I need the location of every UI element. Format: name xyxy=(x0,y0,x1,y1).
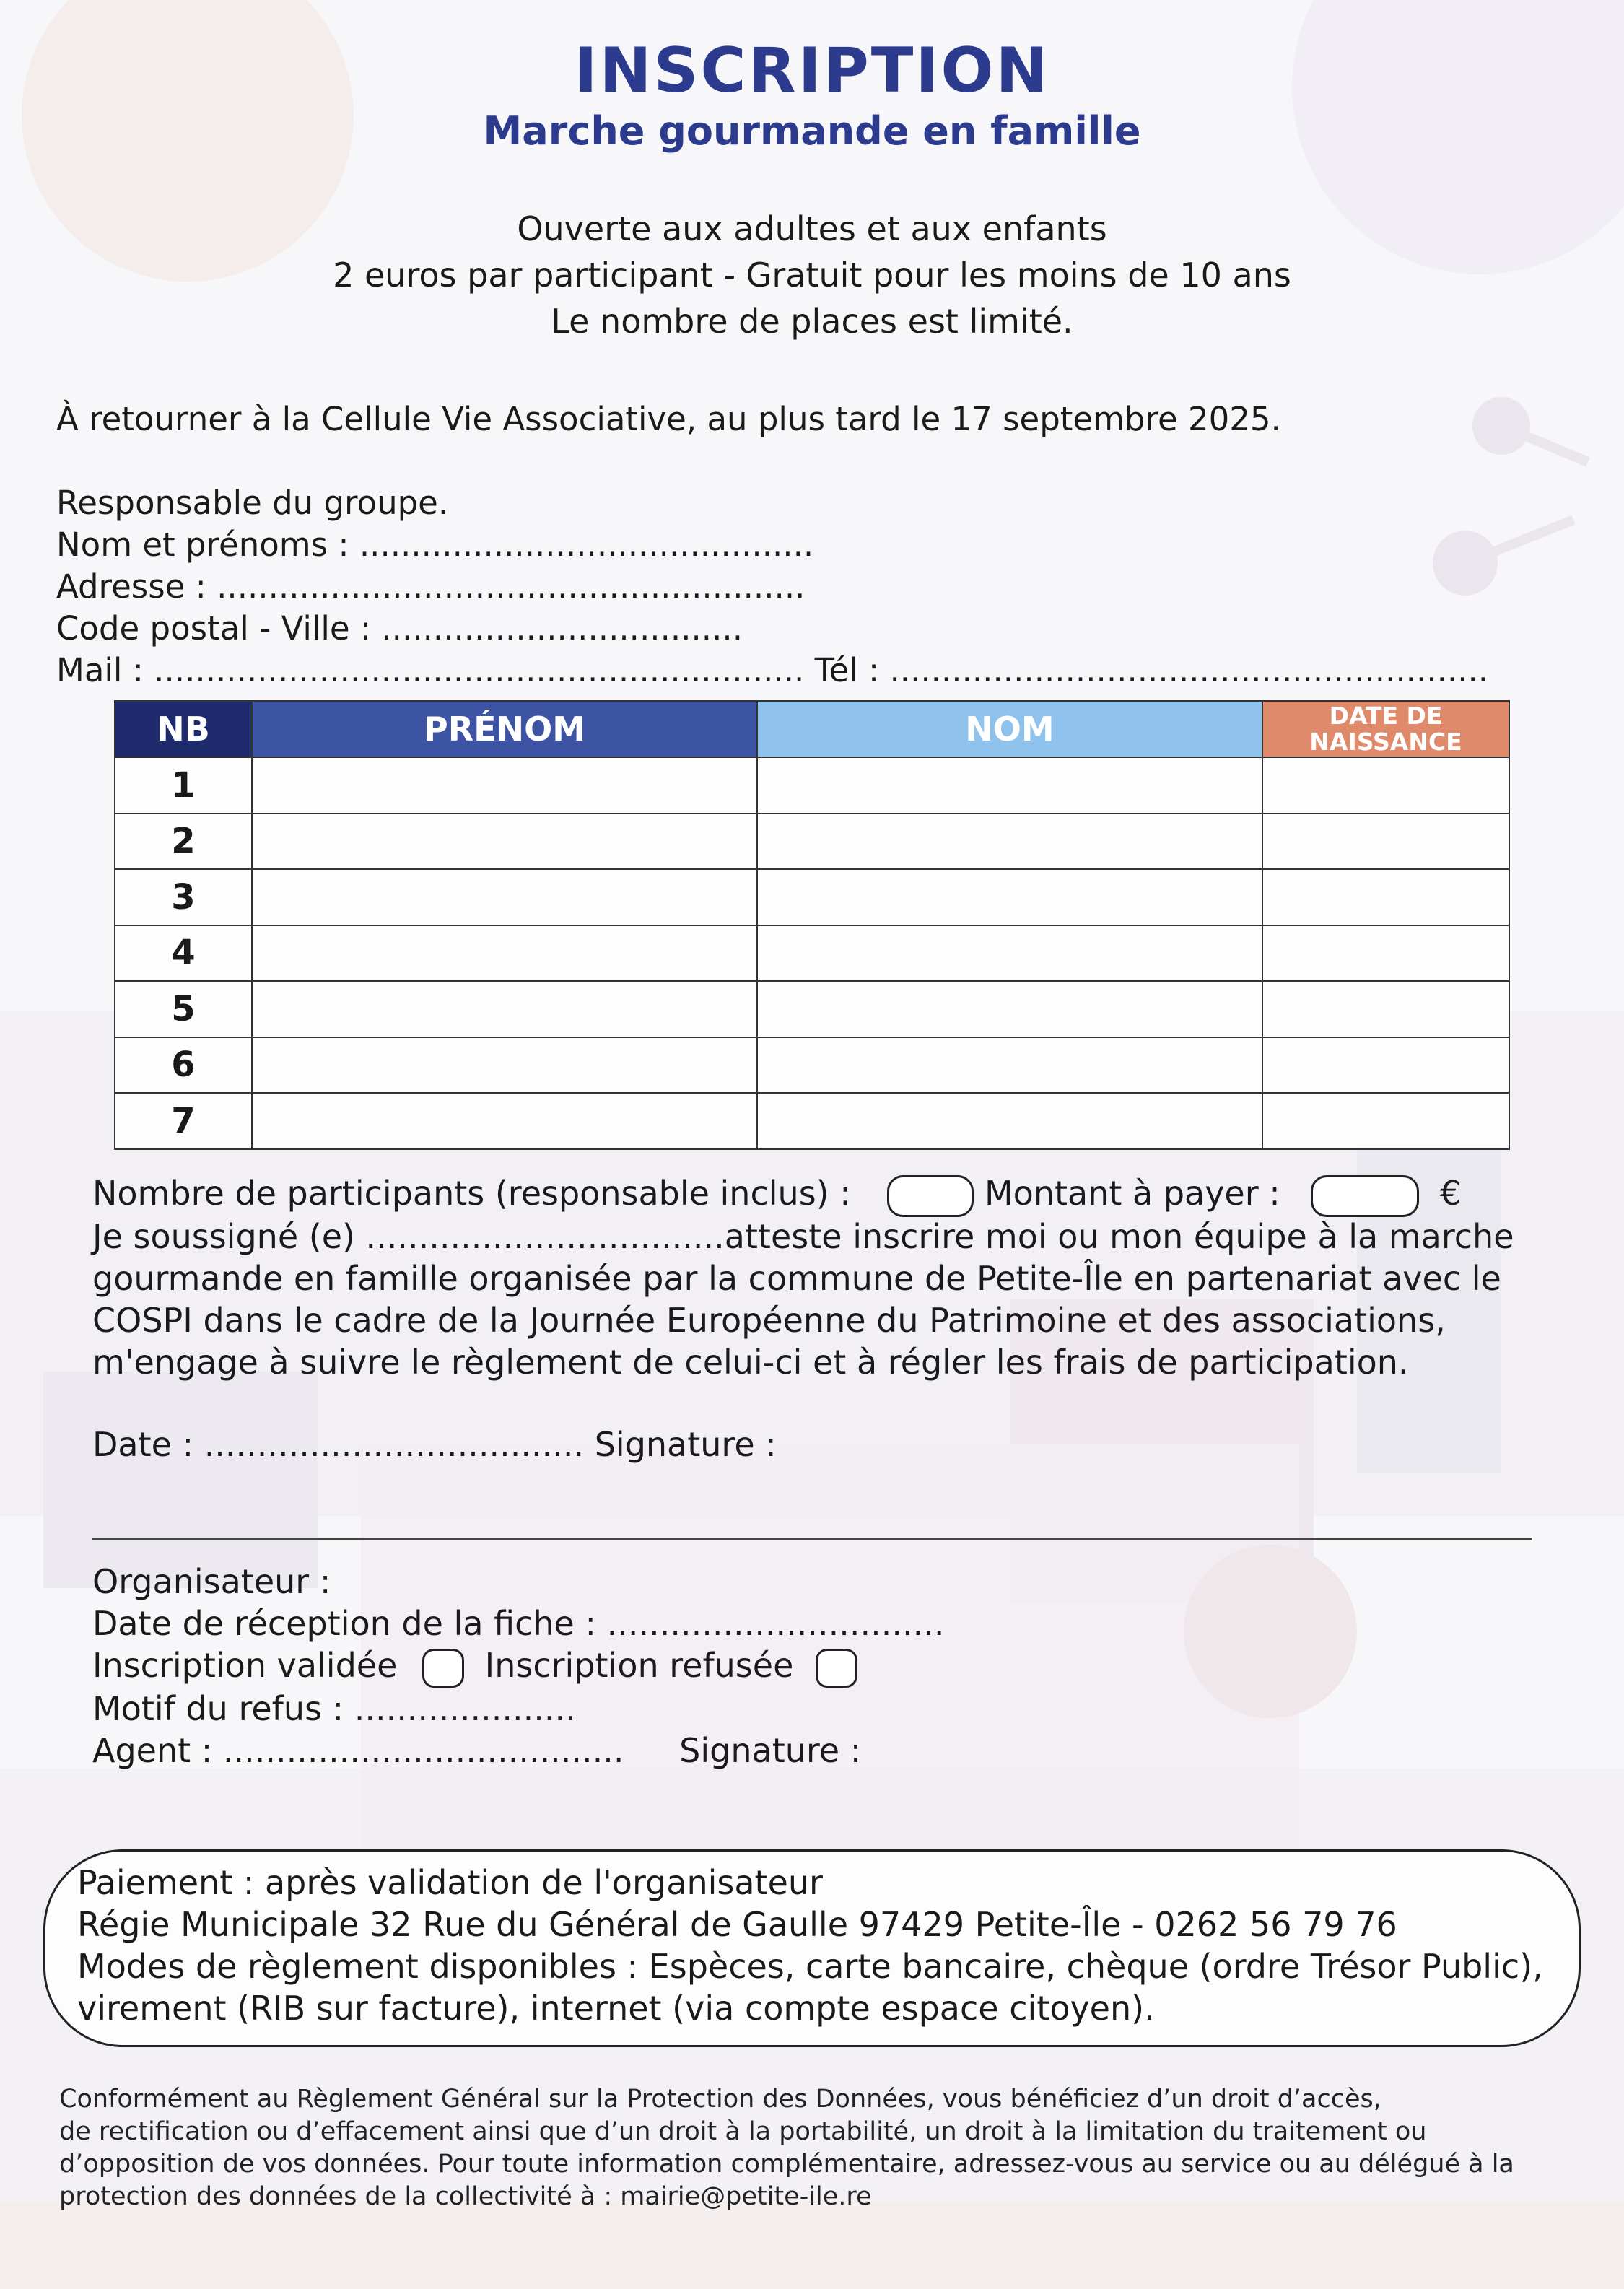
row-number: 6 xyxy=(115,1037,252,1094)
rgpd-line: protection des données de la collectivité à : mairie@petite-ile.re xyxy=(59,2182,872,2211)
table-row xyxy=(115,869,1509,925)
rgpd-line: de rectification ou d’effacement ainsi que d’un droit à la portabilité, un droit à la limitation du traitement ou xyxy=(59,2117,1427,2146)
validated-label: Inscription validée xyxy=(92,1646,398,1685)
participants-line xyxy=(92,1172,1536,1217)
prenom-cell[interactable] xyxy=(252,981,757,1037)
agent-field[interactable]: Agent : ...................................... xyxy=(92,1730,624,1770)
payment-info-box xyxy=(43,1849,1581,2047)
section-divider xyxy=(92,1538,1532,1540)
row-number: 1 xyxy=(115,757,252,814)
postal-city-field[interactable]: Code postal - Ville : ................................... xyxy=(56,609,743,648)
currency-symbol: € xyxy=(1440,1174,1462,1213)
prenom-cell[interactable] xyxy=(252,925,757,982)
validated-checkbox[interactable] xyxy=(422,1649,464,1688)
date-cell[interactable] xyxy=(1262,925,1509,982)
date-cell[interactable] xyxy=(1262,869,1509,925)
amount-label: Montant à payer : xyxy=(984,1174,1280,1213)
intro-line: Ouverte aux adultes et aux enfants xyxy=(517,209,1107,248)
nom-cell[interactable] xyxy=(757,757,1262,814)
row-number: 3 xyxy=(115,869,252,925)
date-cell[interactable] xyxy=(1262,1093,1509,1149)
nom-cell[interactable] xyxy=(757,1093,1262,1149)
table-row xyxy=(115,814,1509,870)
table-row xyxy=(115,1037,1509,1094)
reception-date-field[interactable]: Date de réception de la fiche : ................................ xyxy=(92,1604,945,1643)
refused-label: Inscription refusée xyxy=(484,1646,794,1685)
table-row xyxy=(115,981,1509,1037)
nom-cell[interactable] xyxy=(757,981,1262,1037)
return-notice: À retourner à la Cellule Vie Associative, au plus tard le 17 septembre 2025. xyxy=(56,400,1281,438)
table-header-row xyxy=(115,701,1509,757)
intro-line: 2 euros par participant - Gratuit pour les moins de 10 ans xyxy=(333,256,1291,295)
prenom-cell[interactable] xyxy=(252,1093,757,1149)
organizer-signature-label: Signature : xyxy=(679,1730,862,1770)
prenom-cell[interactable] xyxy=(252,869,757,925)
row-number: 2 xyxy=(115,814,252,870)
header-nb: NB xyxy=(115,701,252,757)
declaration-line: Je soussigné (e) ..................................atteste inscrire moi ou mon équipe à la marche xyxy=(92,1217,1514,1256)
payment-line: Régie Municipale 32 Rue du Général de Gaulle 97429 Petite-Île - 0262 56 79 76 xyxy=(77,1905,1397,1944)
header-prenom: PRÉNOM xyxy=(252,701,757,757)
participants-count-box[interactable] xyxy=(887,1175,974,1217)
rgpd-notice xyxy=(59,2083,1514,2213)
responsible-heading: Responsable du groupe. xyxy=(56,484,449,522)
signature-label: Signature : xyxy=(594,1425,777,1464)
row-number: 4 xyxy=(115,925,252,982)
header-date-line: DATE DE xyxy=(1329,702,1443,730)
page-subtitle: Marche gourmande en famille xyxy=(483,108,1141,154)
rgpd-line: Conformément au Règlement Général sur la Protection des Données, vous bénéficiez d’un droit d’accès, xyxy=(59,2085,1381,2114)
nom-cell[interactable] xyxy=(757,869,1262,925)
payment-line: virement (RIB sur facture), internet (via compte espace citoyen). xyxy=(77,1989,1155,2028)
declaration-line: m'engage à suivre le règlement de celui-ci et à régler les frais de participation. xyxy=(92,1343,1409,1382)
responsible-section xyxy=(56,482,1488,692)
header-nom: NOM xyxy=(757,701,1262,757)
date-cell[interactable] xyxy=(1262,757,1509,814)
mail-phone-field[interactable]: Mail : ............................................................... Tél : .......................................................... xyxy=(56,651,1489,689)
rgpd-line: d’opposition de vos données. Pour toute information complémentaire, adressez-vous au service ou au délégué à la xyxy=(59,2150,1514,2179)
nom-cell[interactable] xyxy=(757,925,1262,982)
refusal-reason-field[interactable]: Motif du refus : ..................... xyxy=(92,1688,576,1728)
payment-line: Paiement : après validation de l'organisateur xyxy=(77,1863,823,1902)
table-row xyxy=(115,925,1509,982)
name-field[interactable]: Nom et prénoms : ............................................ xyxy=(56,526,814,564)
declaration-line: gourmande en famille organisée par la commune de Petite-Île en partenariat avec le xyxy=(92,1259,1501,1298)
participants-table xyxy=(114,700,1510,1150)
payment-line: Modes de règlement disponibles : Espèces, carte bancaire, chèque (ordre Trésor Public), xyxy=(77,1947,1543,1986)
declaration-line: COSPI dans le cadre de la Journée Européenne du Patrimoine et des associations, xyxy=(92,1301,1446,1340)
nom-cell[interactable] xyxy=(757,1037,1262,1094)
participants-count-label: Nombre de participants (responsable inclus) : xyxy=(92,1174,851,1213)
row-number: 7 xyxy=(115,1093,252,1149)
organizer-section xyxy=(92,1561,945,1771)
header-date-naissance xyxy=(1262,701,1509,757)
date-cell[interactable] xyxy=(1262,1037,1509,1094)
prenom-cell[interactable] xyxy=(252,757,757,814)
nom-cell[interactable] xyxy=(757,814,1262,870)
date-field[interactable]: Date : .................................... xyxy=(92,1425,595,1464)
organizer-heading: Organisateur : xyxy=(92,1562,331,1601)
refused-checkbox[interactable] xyxy=(816,1649,857,1688)
date-cell[interactable] xyxy=(1262,814,1509,870)
intro-line: Le nombre de places est limité. xyxy=(551,302,1073,341)
page-title: INSCRIPTION xyxy=(574,35,1050,107)
prenom-cell[interactable] xyxy=(252,1037,757,1094)
declaration-text xyxy=(92,1216,1536,1383)
date-signature-line xyxy=(92,1423,1536,1465)
table-row xyxy=(115,757,1509,814)
prenom-cell[interactable] xyxy=(252,814,757,870)
header-date-line: NAISSANCE xyxy=(1309,728,1462,756)
table-row xyxy=(115,1093,1509,1149)
date-cell[interactable] xyxy=(1262,981,1509,1037)
address-field[interactable]: Adresse : ......................................................... xyxy=(56,567,806,606)
amount-box[interactable] xyxy=(1311,1175,1419,1217)
intro-text xyxy=(0,206,1624,344)
row-number: 5 xyxy=(115,981,252,1037)
